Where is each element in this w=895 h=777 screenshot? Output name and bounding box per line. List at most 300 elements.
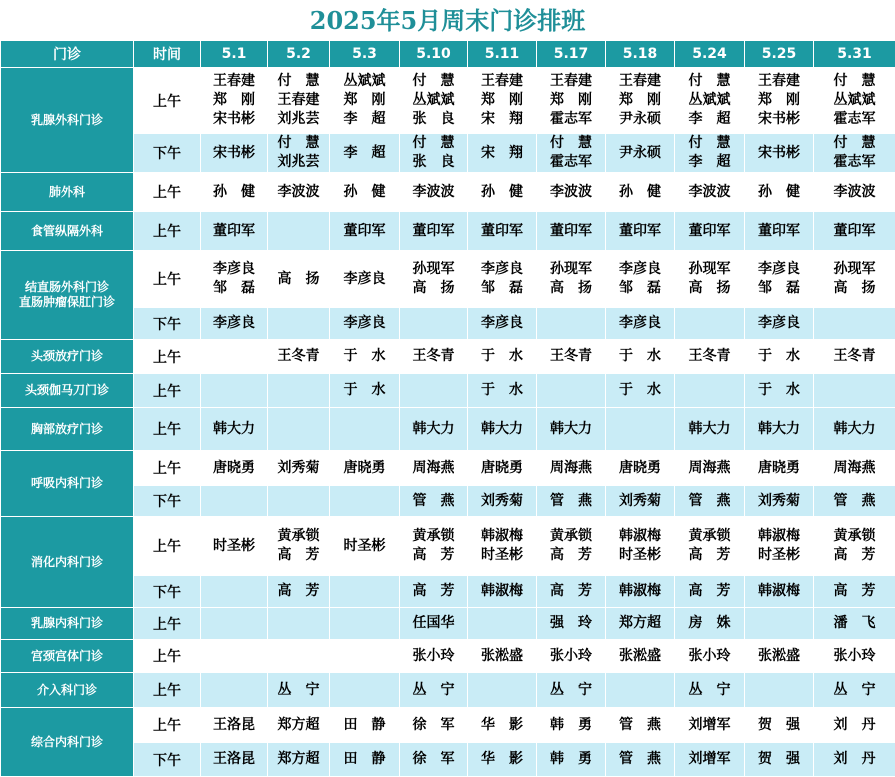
doctor-name: 王冬青: [400, 347, 467, 366]
schedule-cell: [745, 608, 814, 640]
header-date: 5.3: [330, 41, 400, 68]
doctor-name: 时圣彬: [606, 546, 674, 565]
doctor-name: 张淞盛: [606, 647, 674, 666]
doctor-name: 霍志军: [537, 153, 605, 172]
doctor-name: 郑 刚: [201, 91, 267, 110]
schedule-cell: [537, 308, 606, 340]
doctor-name: 董印军: [201, 222, 267, 241]
schedule-cell: [468, 708, 537, 743]
schedule-cell: [201, 486, 268, 517]
schedule-cell: [468, 251, 537, 308]
time-slot: 上午: [134, 173, 201, 212]
table-row: [1, 708, 895, 743]
schedule-cell: [745, 486, 814, 517]
doctor-name: 董印军: [537, 222, 605, 241]
schedule-cell: [537, 708, 606, 743]
schedule-cell: [201, 708, 268, 743]
doctor-name: 于 水: [606, 381, 674, 400]
schedule-cell: [201, 743, 268, 777]
schedule-cell: [201, 68, 268, 134]
doctor-name: 董印军: [814, 222, 895, 241]
table-row: [1, 517, 895, 576]
doctor-name: 王冬青: [537, 347, 605, 366]
department-name-line: 头颈放疗门诊: [1, 349, 133, 364]
table-row: [1, 576, 895, 608]
schedule-cell: [537, 212, 606, 251]
schedule-cell: [606, 134, 675, 173]
doctor-name: 李波波: [675, 183, 744, 202]
doctor-name: 李 超: [675, 110, 744, 129]
header-date: 5.11: [468, 41, 537, 68]
schedule-cell: [330, 68, 400, 134]
doctor-name: 孙 健: [745, 183, 813, 202]
schedule-cell: [537, 134, 606, 173]
schedule-cell: [201, 340, 268, 374]
doctor-name: 付 慧: [400, 134, 467, 153]
schedule-cell: [745, 134, 814, 173]
doctor-name: 黄承锁: [675, 527, 744, 546]
schedule-cell: [400, 608, 468, 640]
doctor-name: 于 水: [745, 347, 813, 366]
schedule-cell: [745, 673, 814, 708]
doctor-name: 张淞盛: [745, 647, 813, 666]
schedule-cell: [745, 173, 814, 212]
doctor-name: 高 芳: [268, 582, 329, 601]
department-name-line: 乳腺内科门诊: [1, 616, 133, 631]
department-name: [1, 68, 134, 173]
doctor-name: 于 水: [606, 347, 674, 366]
doctor-name: 丛 宁: [675, 681, 744, 700]
doctor-name: 管 燕: [537, 492, 605, 511]
table-row: [1, 608, 895, 640]
doctor-name: 丛 宁: [400, 681, 467, 700]
doctor-name: 于 水: [330, 381, 399, 400]
department-name-line: 食管纵隔外科: [1, 224, 133, 239]
header-date: 5.2: [268, 41, 330, 68]
doctor-name: 郑方超: [268, 716, 329, 735]
department-name-line: 消化内科门诊: [1, 555, 133, 570]
schedule-cell: [745, 408, 814, 451]
table-row: [1, 68, 895, 134]
schedule-cell: [675, 408, 745, 451]
doctor-name: 李波波: [814, 183, 895, 202]
department-name: [1, 608, 134, 640]
doctor-name: 黄承锁: [268, 527, 329, 546]
doctor-name: 郑 刚: [745, 91, 813, 110]
doctor-name: 孙 健: [201, 183, 267, 202]
schedule-cell: [745, 708, 814, 743]
schedule-cell: [675, 308, 745, 340]
schedule-cell: [201, 308, 268, 340]
doctor-name: 刘秀菊: [745, 492, 813, 511]
doctor-name: 张淞盛: [468, 647, 536, 666]
schedule-cell: [814, 576, 895, 608]
schedule-cell: [814, 212, 895, 251]
department-name: [1, 374, 134, 408]
schedule-cell: [330, 608, 400, 640]
doctor-name: 丛斌斌: [814, 91, 895, 110]
department-name: [1, 517, 134, 608]
schedule-cell: [606, 673, 675, 708]
schedule-cell: [400, 743, 468, 777]
schedule-cell: [606, 608, 675, 640]
doctor-name: 郑 刚: [330, 91, 399, 110]
schedule-cell: [745, 576, 814, 608]
doctor-name: 李彦良: [468, 260, 536, 279]
schedule-cell: [675, 517, 745, 576]
doctor-name: 周海燕: [400, 459, 467, 478]
department-name-line: 头颈伽马刀门诊: [1, 383, 133, 398]
doctor-name: 时圣彬: [330, 537, 399, 556]
doctor-name: 宋书彬: [201, 144, 267, 163]
schedule-cell: [537, 251, 606, 308]
schedule-cell: [814, 673, 895, 708]
schedule-cell: [330, 340, 400, 374]
doctor-name: 刘秀菊: [606, 492, 674, 511]
schedule-cell: [268, 68, 330, 134]
schedule-cell: [675, 212, 745, 251]
doctor-name: 韩大力: [745, 420, 813, 439]
header-date: 5.25: [745, 41, 814, 68]
schedule-cell: [268, 340, 330, 374]
doctor-name: 丛 宁: [537, 681, 605, 700]
doctor-name: 田 静: [330, 750, 399, 769]
doctor-name: 孙现军: [814, 260, 895, 279]
schedule-cell: [400, 134, 468, 173]
department-name-line: 综合内科门诊: [1, 735, 133, 750]
schedule-cell: [468, 173, 537, 212]
doctor-name: 黄承锁: [400, 527, 467, 546]
schedule-cell: [745, 640, 814, 673]
schedule-cell: [675, 340, 745, 374]
schedule-cell: [606, 251, 675, 308]
schedule-cell: [268, 374, 330, 408]
department-name: [1, 212, 134, 251]
schedule-cell: [400, 640, 468, 673]
schedule-cell: [400, 708, 468, 743]
doctor-name: 付 慧: [400, 72, 467, 91]
schedule-cell: [268, 251, 330, 308]
doctor-name: 尹永硕: [606, 110, 674, 129]
schedule-cell: [606, 743, 675, 777]
time-slot: 下午: [134, 486, 201, 517]
doctor-name: 董印军: [468, 222, 536, 241]
schedule-cell: [330, 308, 400, 340]
header-row: [1, 41, 895, 68]
schedule-cell: [675, 486, 745, 517]
schedule-cell: [675, 173, 745, 212]
doctor-name: 贺 强: [745, 716, 813, 735]
schedule-cell: [537, 576, 606, 608]
time-slot: 上午: [134, 640, 201, 673]
doctor-name: 董印军: [400, 222, 467, 241]
header-date: 5.31: [814, 41, 895, 68]
schedule-cell: [268, 308, 330, 340]
schedule-cell: [400, 251, 468, 308]
time-slot: 下午: [134, 743, 201, 777]
schedule-cell: [814, 451, 895, 486]
schedule-cell: [537, 486, 606, 517]
doctor-name: 邹 磊: [201, 279, 267, 298]
schedule-cell: [468, 68, 537, 134]
schedule-cell: [330, 743, 400, 777]
doctor-name: 郑方超: [606, 614, 674, 633]
doctor-name: 王春建: [201, 72, 267, 91]
doctor-name: 霍志军: [814, 153, 895, 172]
doctor-name: 黄承锁: [814, 527, 895, 546]
schedule-cell: [606, 340, 675, 374]
doctor-name: 韩大力: [537, 420, 605, 439]
table-row: [1, 251, 895, 308]
doctor-name: 高 芳: [675, 582, 744, 601]
schedule-cell: [268, 486, 330, 517]
doctor-name: 宋 翔: [468, 110, 536, 129]
doctor-name: 王春建: [537, 72, 605, 91]
doctor-name: 韩大力: [675, 420, 744, 439]
schedule-cell: [468, 408, 537, 451]
header-date: 5.18: [606, 41, 675, 68]
doctor-name: 李彦良: [745, 314, 813, 333]
schedule-cell: [745, 517, 814, 576]
schedule-cell: [201, 640, 268, 673]
doctor-name: 徐 军: [400, 716, 467, 735]
doctor-name: 时圣彬: [745, 546, 813, 565]
doctor-name: 刘兆芸: [268, 153, 329, 172]
header-date: 5.1: [201, 41, 268, 68]
doctor-name: 周海燕: [675, 459, 744, 478]
schedule-cell: [675, 374, 745, 408]
doctor-name: 时圣彬: [201, 537, 267, 556]
time-slot: 下午: [134, 308, 201, 340]
doctor-name: 丛斌斌: [400, 91, 467, 110]
schedule-cell: [468, 134, 537, 173]
doctor-name: 管 燕: [814, 492, 895, 511]
doctor-name: 华 影: [468, 750, 536, 769]
schedule-cell: [268, 608, 330, 640]
schedule-cell: [201, 517, 268, 576]
doctor-name: 高 芳: [814, 546, 895, 565]
doctor-name: 高 芳: [268, 546, 329, 565]
doctor-name: 付 慧: [537, 134, 605, 153]
schedule-cell: [268, 451, 330, 486]
schedule-cell: [745, 340, 814, 374]
time-slot: 上午: [134, 251, 201, 308]
doctor-name: 刘 丹: [814, 716, 895, 735]
doctor-name: 周海燕: [814, 459, 895, 478]
schedule-cell: [814, 68, 895, 134]
doctor-name: 霍志军: [537, 110, 605, 129]
doctor-name: 李 超: [330, 144, 399, 163]
schedule-cell: [268, 640, 330, 673]
schedule-cell: [606, 517, 675, 576]
doctor-name: 管 燕: [606, 750, 674, 769]
table-row: [1, 408, 895, 451]
doctor-name: 李彦良: [201, 314, 267, 333]
schedule-cell: [400, 374, 468, 408]
doctor-name: 贺 强: [745, 750, 813, 769]
table-row: [1, 134, 895, 173]
doctor-name: 王冬青: [814, 347, 895, 366]
doctor-name: 张小玲: [814, 647, 895, 666]
schedule-cell: [537, 517, 606, 576]
header-date: 5.10: [400, 41, 468, 68]
department-name: [1, 408, 134, 451]
schedule-cell: [537, 451, 606, 486]
doctor-name: 付 慧: [675, 72, 744, 91]
schedule-cell: [268, 134, 330, 173]
doctor-name: 唐晓勇: [330, 459, 399, 478]
header-date: 5.17: [537, 41, 606, 68]
doctor-name: 高 扬: [814, 279, 895, 298]
department-name: [1, 451, 134, 517]
schedule-cell: [330, 673, 400, 708]
doctor-name: 付 慧: [814, 134, 895, 153]
doctor-name: 刘增军: [675, 750, 744, 769]
schedule-cell: [400, 576, 468, 608]
schedule-cell: [201, 134, 268, 173]
doctor-name: 李波波: [268, 183, 329, 202]
schedule-cell: [201, 374, 268, 408]
schedule-cell: [400, 673, 468, 708]
schedule-cell: [268, 708, 330, 743]
doctor-name: 孙 健: [468, 183, 536, 202]
doctor-name: 韩 勇: [537, 750, 605, 769]
doctor-name: 霍志军: [814, 110, 895, 129]
doctor-name: 张 良: [400, 110, 467, 129]
schedule-cell: [468, 340, 537, 374]
schedule-cell: [814, 340, 895, 374]
department-name-line: 介入科门诊: [1, 683, 133, 698]
schedule-cell: [606, 576, 675, 608]
schedule-cell: [468, 486, 537, 517]
schedule-cell: [201, 212, 268, 251]
doctor-name: 李彦良: [201, 260, 267, 279]
doctor-name: 高 扬: [268, 270, 329, 289]
doctor-name: 李波波: [400, 183, 467, 202]
doctor-name: 王冬青: [268, 347, 329, 366]
department-name: [1, 251, 134, 340]
doctor-name: 刘兆芸: [268, 110, 329, 129]
header-time: 时间: [134, 41, 201, 68]
doctor-name: 邹 磊: [606, 279, 674, 298]
doctor-name: 李彦良: [606, 314, 674, 333]
schedule-cell: [268, 408, 330, 451]
table-row: [1, 640, 895, 673]
doctor-name: 刘 丹: [814, 750, 895, 769]
doctor-name: 李彦良: [468, 314, 536, 333]
schedule-cell: [201, 576, 268, 608]
time-slot: 上午: [134, 68, 201, 134]
doctor-name: 孙现军: [400, 260, 467, 279]
schedule-cell: [745, 451, 814, 486]
schedule-cell: [606, 640, 675, 673]
schedule-cell: [675, 576, 745, 608]
department-name: [1, 673, 134, 708]
doctor-name: 丛斌斌: [675, 91, 744, 110]
schedule-cell: [814, 517, 895, 576]
doctor-name: 管 燕: [675, 492, 744, 511]
schedule-cell: [201, 673, 268, 708]
department-name: [1, 708, 134, 777]
schedule-cell: [400, 517, 468, 576]
doctor-name: 韩淑梅: [468, 582, 536, 601]
department-name-line: 胸部放疗门诊: [1, 422, 133, 437]
schedule-cell: [400, 68, 468, 134]
schedule-cell: [745, 251, 814, 308]
schedule-cell: [468, 308, 537, 340]
time-slot: 上午: [134, 673, 201, 708]
doctor-name: 唐晓勇: [201, 459, 267, 478]
doctor-name: 宋 翔: [468, 144, 536, 163]
doctor-name: 高 芳: [537, 546, 605, 565]
schedule-cell: [745, 743, 814, 777]
doctor-name: 王洛昆: [201, 750, 267, 769]
doctor-name: 张小玲: [537, 647, 605, 666]
schedule-table: [0, 40, 895, 777]
doctor-name: 郑 刚: [468, 91, 536, 110]
schedule-cell: [468, 374, 537, 408]
schedule-cell: [400, 340, 468, 374]
schedule-cell: [400, 212, 468, 251]
doctor-name: 邹 磊: [745, 279, 813, 298]
schedule-cell: [606, 173, 675, 212]
schedule-cell: [745, 212, 814, 251]
doctor-name: 王春建: [268, 91, 329, 110]
schedule-cell: [606, 708, 675, 743]
schedule-cell: [606, 486, 675, 517]
schedule-cell: [330, 451, 400, 486]
time-slot: 下午: [134, 134, 201, 173]
schedule-cell: [330, 640, 400, 673]
doctor-name: 董印军: [675, 222, 744, 241]
schedule-cell: [606, 451, 675, 486]
schedule-cell: [814, 173, 895, 212]
table-row: [1, 308, 895, 340]
doctor-name: 潘 飞: [814, 614, 895, 633]
schedule-cell: [745, 68, 814, 134]
doctor-name: 王洛昆: [201, 716, 267, 735]
schedule-cell: [330, 212, 400, 251]
schedule-cell: [814, 374, 895, 408]
doctor-name: 刘秀菊: [268, 459, 329, 478]
schedule-cell: [814, 743, 895, 777]
schedule-cell: [330, 517, 400, 576]
doctor-name: 管 燕: [606, 716, 674, 735]
department-name-line: 直肠肿瘤保肛门诊: [1, 295, 133, 310]
schedule-cell: [675, 673, 745, 708]
schedule-cell: [745, 308, 814, 340]
schedule-cell: [745, 374, 814, 408]
department-name-line: 宫颈宫体门诊: [1, 649, 133, 664]
schedule-cell: [468, 451, 537, 486]
doctor-name: 韩大力: [201, 420, 267, 439]
doctor-name: 宋书彬: [745, 110, 813, 129]
schedule-cell: [814, 134, 895, 173]
time-slot: 下午: [134, 576, 201, 608]
time-slot: 上午: [134, 608, 201, 640]
schedule-cell: [606, 68, 675, 134]
doctor-name: 付 慧: [268, 134, 329, 153]
doctor-name: 韩大力: [468, 420, 536, 439]
schedule-cell: [201, 608, 268, 640]
doctor-name: 于 水: [468, 347, 536, 366]
schedule-cell: [814, 308, 895, 340]
schedule-cell: [201, 451, 268, 486]
doctor-name: 于 水: [330, 347, 399, 366]
doctor-name: 董印军: [330, 222, 399, 241]
schedule-cell: [468, 576, 537, 608]
doctor-name: 任国华: [400, 614, 467, 633]
